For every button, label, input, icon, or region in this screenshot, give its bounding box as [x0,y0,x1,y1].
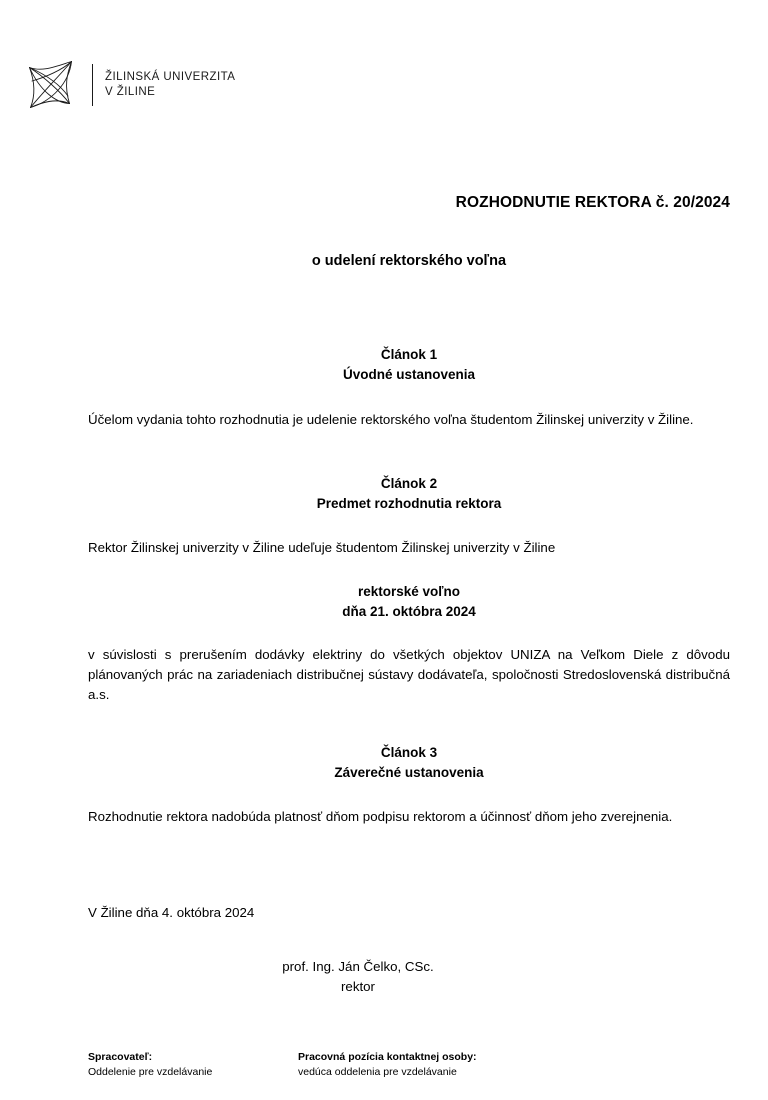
article-3-heading [88,705,730,782]
article-2-body-2: v súvislosti s prerušením dodávky elektriny do všetkých objektov UNIZA na Veľkom Diele z dôvodu plánovaných prác na zariadeniach distribučnej sústavy dodávateľa, spoločnosti Stredoslovenská distribučná a.s. [88,647,730,702]
article-2-name: Predmet rozhodnutia rektora [316,495,502,511]
footer-contact-position-label: Pracovná pozícia kontaktnej osoby: [298,1051,477,1063]
footer-contact-position-value: vedúca oddelenia pre vzdelávanie [298,1066,457,1078]
uniza-star-logo-icon [22,57,82,113]
leave-type: rektorské voľno [358,584,460,599]
document-title: ROZHODNUTIE REKTORA č. 20/2024 [455,194,730,211]
signature-block [88,923,730,997]
article-1-name: Úvodné ustanovenia [342,366,476,382]
institution-name-line1: ŽILINSKÁ UNIVERZITA [105,70,236,83]
footer-processor-value: Oddelenie pre vzdelávanie [88,1066,213,1078]
article-3-name: Záverečné ustanovenia [334,764,484,780]
document-body [88,0,730,997]
article-3-body: Rozhodnutie rektora nadobúda platnosť dňom podpisu rektorom a účinnosť dňom jeho zverejnenia. [88,809,673,824]
footer-processor [88,1050,298,1080]
document-subtitle: o udelení rektorského voľna [311,253,507,269]
article-2-number: Článok 2 [380,476,438,491]
document-footer [88,1050,730,1080]
article-1-heading [88,271,730,384]
leave-date: dňa 21. októbra 2024 [342,603,476,619]
signatory-position: rektor [341,979,375,994]
article-2-heading [88,430,730,513]
article-1-number: Článok 1 [380,347,438,362]
article-2-body: Rektor Žilinskej univerzity v Žiline udeľuje študentom Žilinskej univerzity v Žiline [88,540,556,555]
article-3-number: Článok 3 [380,745,438,760]
article-1-body: Účelom vydania tohto rozhodnutia je udelenie rektorského voľna študentom Žilinskej univerzity v Žiline. [88,412,694,427]
footer-processor-label: Spracovateľ: [88,1051,153,1063]
signatory-name: prof. Ing. Ján Čelko, CSc. [282,959,434,974]
institution-name-line2: V ŽILINE [105,86,156,98]
footer-contact-position [298,1050,718,1080]
place-and-date: V Žiline dňa 4. októbra 2024 [88,905,255,920]
leave-emphasis-block [88,558,730,621]
